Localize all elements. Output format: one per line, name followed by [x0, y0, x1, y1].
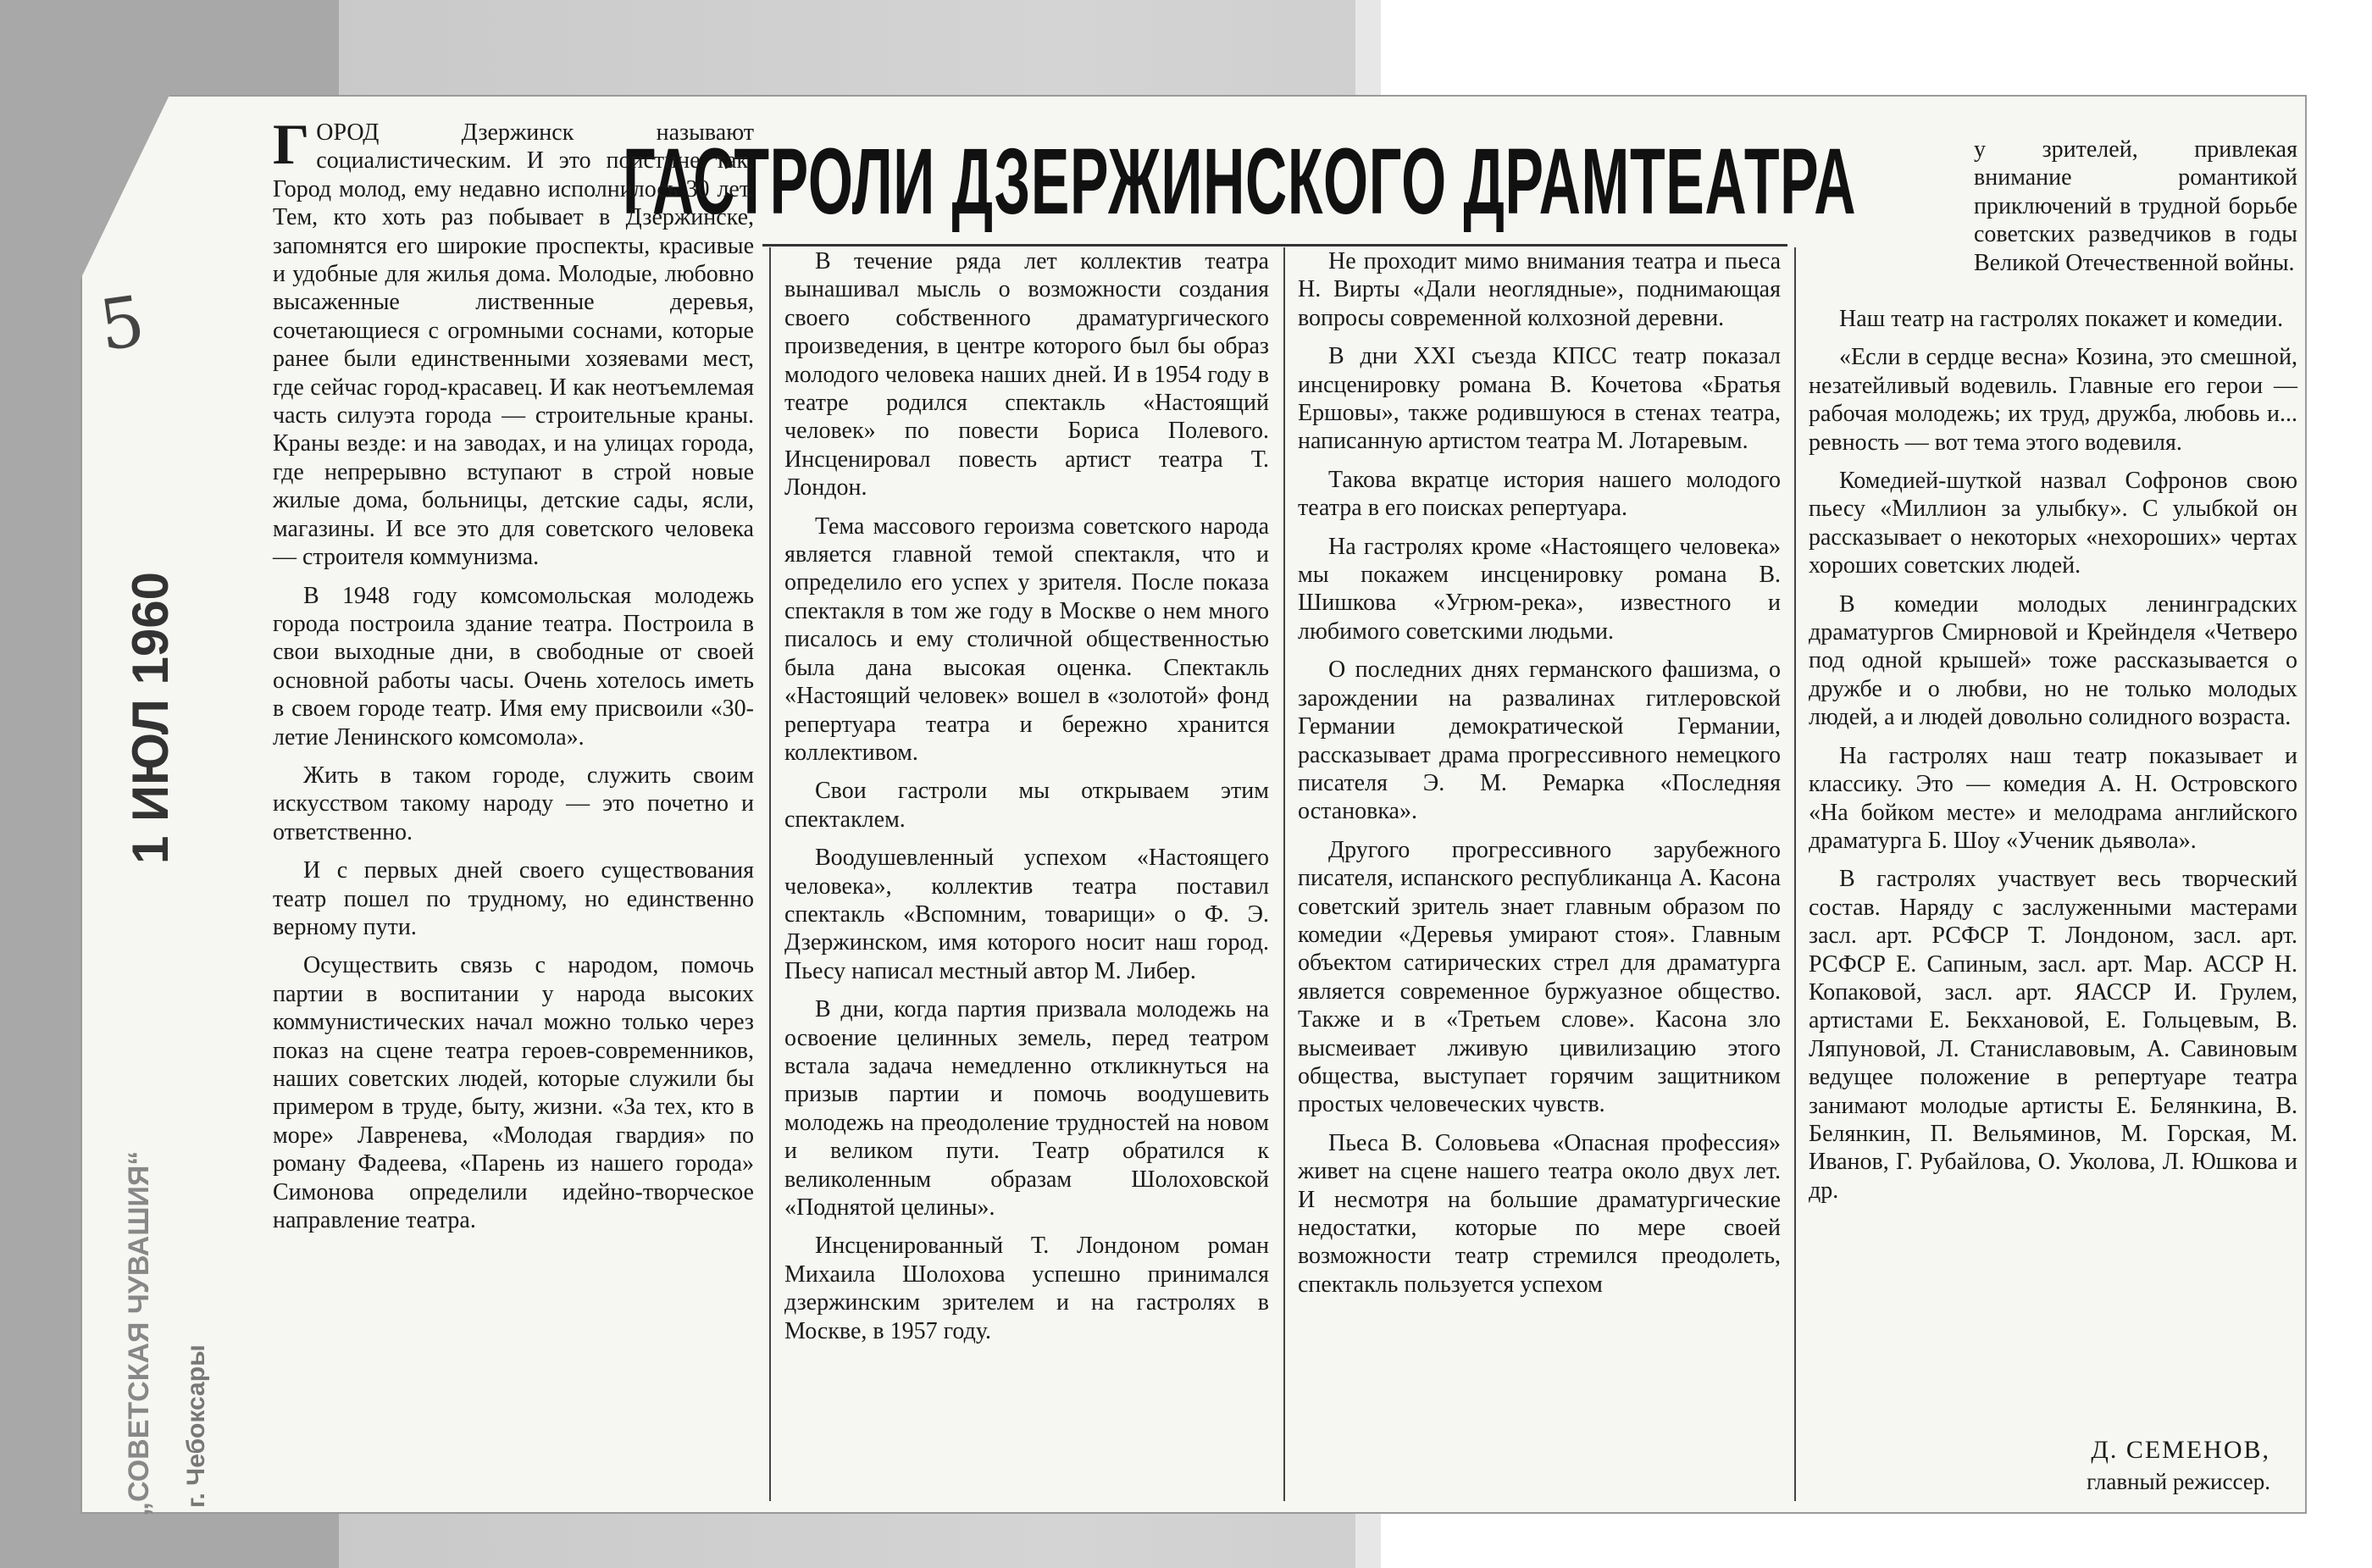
- column-rule-2: [1283, 247, 1285, 1501]
- stamp-city: г. Чебоксары: [182, 1344, 210, 1508]
- paragraph: Осуществить связь с народом, помочь партии в воспитании у народа высоких коммунистических начал можно только через показ на сцене театра героев-современников, наших советских людей, которые служили бы примером в труде, быту, жизни. «За тех, кто в море» Лавренева, «Молодая гвардия» по роману Фадеева, «Парень из нашего города» Симонова определили идейно-творческое направление театра.: [273, 952, 754, 1234]
- paragraph: В гастролях участвует весь творческий состав. Наряду с заслуженными мастерами засл. арт. РСФСР Т. Лондоном, засл. арт. РСФСР Е. Сапиным, засл. арт. Мар. АССР Н. Копаковой, засл. арт. ЯАССР И. Грулем, артистами Е. Бекхановой, Е. Гольцевым, В. Ляпуновой, Л. Станиславовым, А. Савиновым ведущее положение в репертуаре театра занимают молодые артисты Е. Белянкина, В. Белянкин, П. Вельяминов, М. Горская, М. Иванов, Г. Рубайлова, О. Уколова, Л. Юшкова и др.: [1809, 866, 2297, 1204]
- article-column-3: [1298, 247, 1781, 1309]
- paragraph: На гастролях кроме «Настоящего человека» мы покажем инсценировку романа В. Шишкова «Угрюм-река», известного и любимого советскими людьми.: [1298, 533, 1781, 645]
- paragraph: Другого прогрессивного зарубежного писателя, испанского республиканца А. Касона советский зритель знает главным образом по комедии «Деревья умирают стоя». Главным объектом сатирических стрел для драматурга является современное буржуазное общество. Также и в «Третьем слове». Касона зло высмеивает лживую цивилизацию этого общества, выступает горячим защитником простых человеческих чувств.: [1298, 836, 1781, 1118]
- article-headline: ГАСТРОЛИ ДЗЕРЖИНСКОГО ДРАМТЕАТРА: [623, 130, 1857, 234]
- paragraph: Инсценированный Т. Лондоном роман Михаила Шолохова успешно принимался дзержинским зрителем и на гастролях в Москве, в 1957 году.: [784, 1233, 1269, 1344]
- stamp-date: 1 ИЮЛ 1960: [122, 572, 179, 864]
- author-role: главный режиссер.: [2087, 1469, 2270, 1494]
- paragraph: «Если в сердце весна» Козина, это смешной, незатейливый водевиль. Главные его герои — рабочая молодежь; их труд, дружба, любовь и... ревность — вот тема этого водевиля.: [1809, 344, 2297, 456]
- paragraph: В комедии молодых ленинградских драматургов Смирновой и Крейнделя «Четверо под одной крышей» тоже рассказывается о дружбе и о любви, но не только молодых людей, а и людей довольно солидного возраста.: [1809, 590, 2297, 731]
- paragraph: Не проходит мимо внимания театра и пьеса Н. Вирты «Дали неоглядные», поднимающая вопросы современной колхозной деревни.: [1298, 248, 1781, 331]
- paragraph: Наш театр на гастролях покажет и комедии.: [1839, 306, 2284, 332]
- stamp-newspaper: „СОВЕТСКАЯ ЧУВАШИЯ“: [123, 1150, 155, 1516]
- headline-underline: [762, 244, 1787, 247]
- paragraph: В дни, когда партия призвала молодежь на освоение целинных земель, перед театром встала задача немедленно откликнуться на призыв партии и помочь воодушевить молодежь на преодоление трудностей на новом и великом пути. Театр обратился к великоленным образам Шолоховской «Поднятой целины».: [784, 996, 1269, 1221]
- column-rule-1: [769, 247, 771, 1501]
- paragraph: Жить в таком городе, служить своим искусством такому народу — это почетно и ответственно.: [273, 762, 754, 845]
- paragraph: В дни XXI съезда КПСС театр показал инсценировку романа В. Кочетова «Братья Ершовы», также родившуюся в стенах театра, написанную артистом театра М. Лотаревым.: [1298, 343, 1781, 455]
- article-column-4: [1809, 305, 2297, 1215]
- paragraph: Комедией-шуткой назвал Софронов свою пьесу «Миллион за улыбку». С улыбкой он рассказывает о некоторых «нехороших» чертах хороших советских людей.: [1809, 468, 2297, 579]
- author-name: Д. СЕМЕНОВ,: [2091, 1436, 2270, 1464]
- paragraph: Тема массового героизма советского народа является главной темой спектакля, что и определило его успех у зрителя. После показа спектакля в том же году в Москве о нем много писалось и ему столичной общественностью была дана высокая оценка. Спектакль «Настоящий человек» вошел в «золотой» фонд репертуара театра и бережно хранится коллективом.: [784, 513, 1269, 766]
- paragraph: Пьеса В. Соловьева «Опасная профессия» живет на сцене нашего театра около двух лет. И несмотря на большие драматургические недостатки, которые по мере своей возможности театр стремился преодолеть, спектакль пользуется успехом: [1298, 1129, 1781, 1298]
- column-rule-3: [1794, 247, 1796, 1501]
- paragraph: О последних днях германского фашизма, о зарождении на развалинах гитлеровской Германии демократической Германии, рассказывает драма прогрессивного немецкого писателя Э. М. Ремарка «Последняя остановка».: [1298, 657, 1781, 825]
- paragraph: В течение ряда лет коллектив театра вынашивал мысль о возможности создания своего собственного драматургического произведения, в центре которого был бы образ молодого человека наших дней. И в 1954 году в театре родился спектакль «Настоящий человек» по повести Бориса Полевого. Инсценировал повесть артист театра Т. Лондон.: [784, 248, 1269, 501]
- handwritten-number: 5: [94, 280, 150, 368]
- paragraph: И с первых дней своего существования театр пошел по трудному, но единственно верному пути.: [273, 857, 754, 940]
- paragraph: В 1948 году комсомольская молодежь города построила здание театра. Построила в свои выходные дни, в свободные от своей основной работы часы. Очень хотелось иметь в своем городе театр. Имя ему присвоили «30-летие Ленинского комсомола».: [273, 582, 754, 751]
- paragraph: ГОРОД Дзержинск называют социалистическим. И это поистине так. Город молод, ему недавно исполнилось 30 лет. Тем, кто хоть раз побывает в Дзержинске, запомнятся его широкие проспекты, красивые и удобные для жилья дома. Молодые, любовно высаженные лиственные деревья, сочетающиеся с огромными соснами, которые ранее были единственными хозяевами мест, где сейчас город-красавец. И как неотъемлемая часть силуэта города — строительные краны. Краны везде: и на заводах, и на улицах города, где непрерывно вступают в строй новые жилые дома, больницы, детские сады, ясли, магазины. И все это для советского человека — строителя коммунизма.: [273, 112, 754, 571]
- article-column-1: [273, 112, 754, 1244]
- paragraph: Свои гастроли мы открываем этим спектаклем.: [784, 778, 1269, 833]
- paragraph: Воодушевленный успехом «Настоящего человека», коллектив театра поставил спектакль «Вспомним, товарищи» о Ф. Э. Дзержинском, имя которого носит наш город. Пьесу написал местный автор М. Либер.: [784, 845, 1269, 984]
- article-column-2: [784, 247, 1269, 1355]
- paragraph: Такова вкратце история нашего молодого театра в его поисках репертуара.: [1298, 466, 1781, 522]
- drop-cap: Г: [273, 112, 310, 176]
- paragraph: у зрителей, привлекая внимание романтикой приключений в трудной борьбе советских разведчиков в годы Великой Отечественной войны.: [1974, 136, 2297, 276]
- article-column-4-top: [1974, 136, 2297, 287]
- paragraph: На гастролях наш театр показывает и классику. Это — комедия А. Н. Островского «На бойком месте» и мелодрама английского драматурга Б. Шоу «Ученик дьявола».: [1809, 742, 2297, 854]
